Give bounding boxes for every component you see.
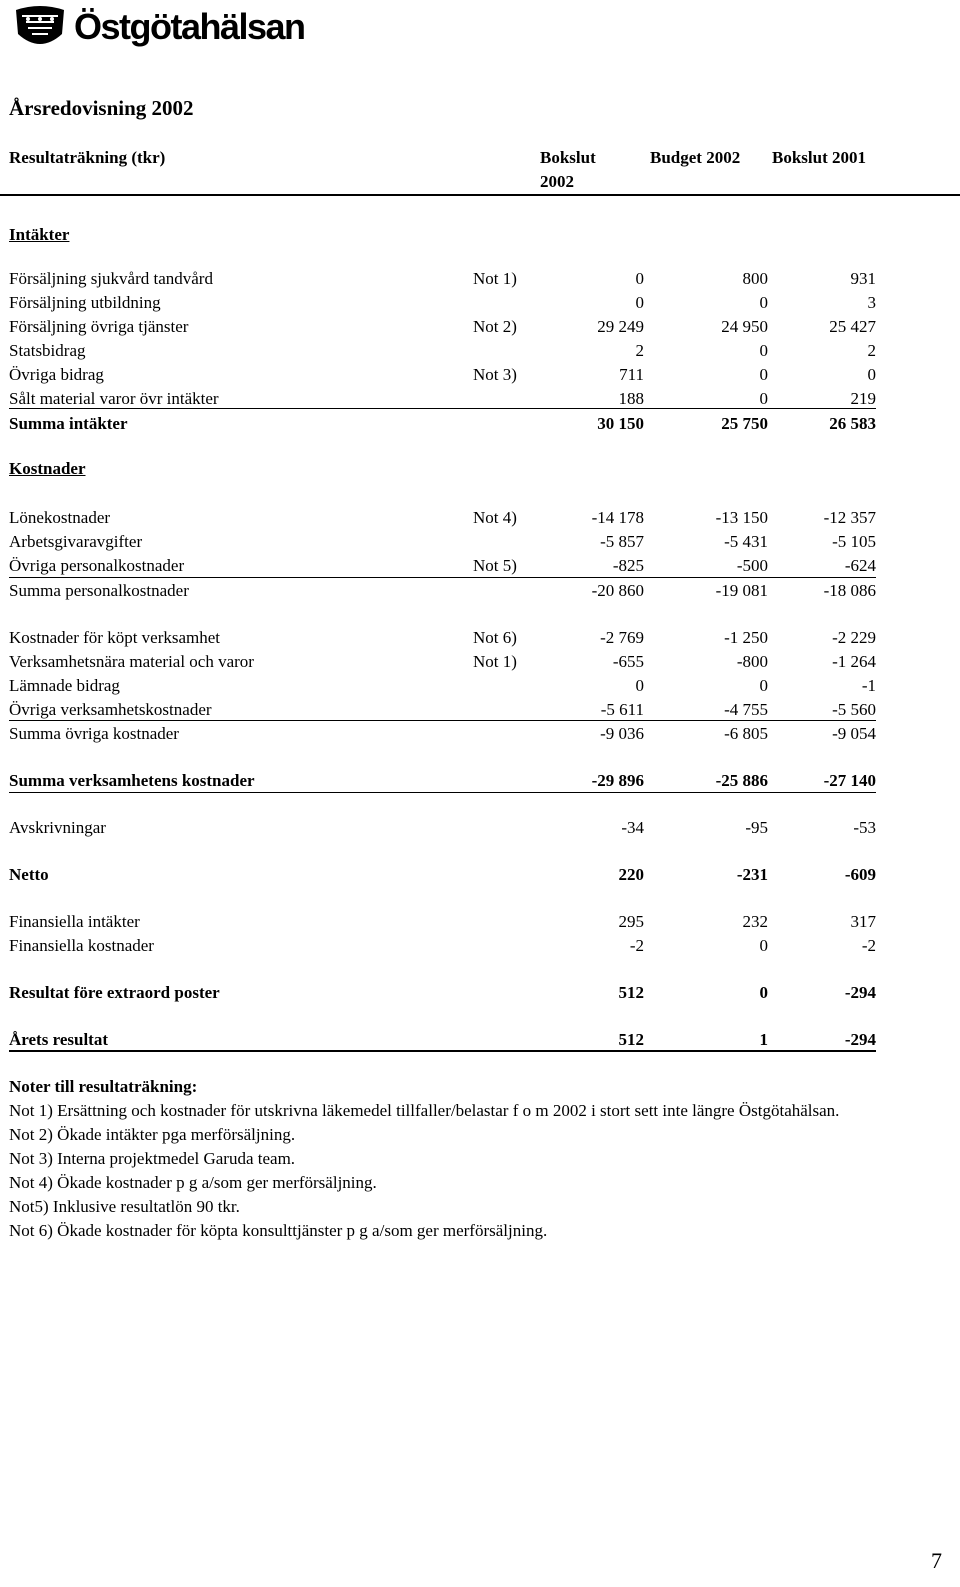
result-divider [9, 1050, 876, 1052]
row-label: Lämnade bidrag [9, 676, 120, 695]
row-value-2002: 220 [618, 865, 644, 884]
row-label: Avskrivningar [9, 818, 106, 837]
row-value-2002: 512 [618, 1030, 644, 1049]
row-label: Försäljning sjukvård tandvård [9, 269, 213, 288]
notes-heading: Noter till resultaträkning: [9, 1077, 198, 1096]
row-value-budget: -13 150 [715, 508, 768, 527]
row-value-2002: -5 857 [600, 532, 644, 551]
row-value-budget: -800 [736, 652, 768, 671]
row-value-budget: -500 [736, 556, 768, 575]
notes-section [9, 1075, 889, 1243]
col1-header: Bokslut [540, 148, 596, 167]
row-value-2001: 26 583 [829, 414, 876, 433]
row-label: Arbetsgivaravgifter [9, 532, 143, 551]
row-value-budget: -6 805 [724, 724, 768, 743]
table-row [0, 291, 960, 315]
row-value-2002: -14 178 [591, 508, 644, 527]
note-item: Not 6) Ökade kostnader för köpta konsulttjänster p g a/som ger merförsäljning. [9, 1221, 548, 1240]
depreciation-row [0, 816, 960, 840]
row-value-2001: -18 086 [823, 581, 876, 600]
table-row [0, 554, 960, 578]
row-value-2002: -2 [629, 936, 644, 955]
col1-header-year: 2002 [540, 172, 574, 191]
row-value-budget: -19 081 [715, 581, 768, 600]
row-value-2001: -5 105 [832, 532, 876, 551]
row-label: Övriga bidrag [9, 365, 104, 384]
row-value-budget: 0 [759, 983, 768, 1002]
row-value-2002: 2 [635, 341, 644, 360]
row-value-budget: -231 [736, 865, 768, 884]
row-note: Not 5) [473, 556, 517, 575]
row-value-2001: 3 [867, 293, 876, 312]
table-row [0, 339, 960, 363]
income-total-row [0, 412, 960, 436]
row-label: Verksamhetsnära material och varor [9, 652, 254, 671]
other-total-row [0, 722, 960, 746]
row-label: Övriga personalkostnader [9, 556, 185, 575]
pre-extra-row [0, 981, 960, 1005]
row-value-2002: -825 [612, 556, 644, 575]
row-value-budget: 24 950 [721, 317, 768, 336]
row-value-budget: 800 [742, 269, 768, 288]
row-value-2002: 295 [618, 912, 644, 931]
subtotal-divider [9, 408, 876, 409]
note-item: Not5) Inklusive resultatlön 90 tkr. [9, 1197, 240, 1216]
row-value-2001: -9 054 [832, 724, 876, 743]
row-value-2001: -2 229 [832, 628, 876, 647]
brand-name: Östgötahälsan [74, 6, 305, 47]
row-label: Summa personalkostnader [9, 581, 189, 600]
row-label: Finansiella kostnader [9, 936, 154, 955]
row-value-budget: 0 [759, 389, 768, 408]
personnel-total-row [0, 579, 960, 603]
row-note: Not 1) [473, 269, 517, 288]
row-note: Not 6) [473, 628, 517, 647]
row-value-2001: 25 427 [829, 317, 876, 336]
fin-income-row [0, 910, 960, 934]
row-value-2001: -12 357 [823, 508, 876, 527]
table-row [0, 650, 960, 674]
ostergotland-crest-icon [12, 4, 68, 50]
table-row [0, 698, 960, 722]
row-value-2002: 29 249 [597, 317, 644, 336]
row-value-2002: 711 [619, 365, 644, 384]
row-label: Sålt material varor övr intäkter [9, 389, 219, 408]
row-value-2002: -29 896 [591, 771, 644, 790]
ops-total-row [0, 769, 960, 793]
row-value-budget: -25 886 [715, 771, 768, 790]
row-label: Netto [9, 865, 49, 884]
row-value-2001: -624 [844, 556, 876, 575]
subtotal-divider [9, 577, 876, 578]
row-value-2002: -34 [621, 818, 644, 837]
row-value-2002: -2 769 [600, 628, 644, 647]
row-value-budget: -4 755 [724, 700, 768, 719]
row-label: Försäljning övriga tjänster [9, 317, 189, 336]
page-number: 7 [931, 1548, 942, 1573]
row-value-budget: 232 [742, 912, 768, 931]
row-label: Resultat före extraord poster [9, 983, 220, 1002]
row-label: Årets resultat [9, 1030, 108, 1049]
section-income: Intäkter [9, 225, 70, 244]
row-value-2001: -1 264 [832, 652, 876, 671]
table-row [0, 315, 960, 339]
note-item: Not 2) Ökade intäkter pga merförsäljning. [9, 1125, 296, 1144]
row-value-2001: 931 [850, 269, 876, 288]
table-row [0, 530, 960, 554]
row-label: Kostnader för köpt verksamhet [9, 628, 221, 647]
row-note: Not 2) [473, 317, 517, 336]
row-note: Not 1) [473, 652, 517, 671]
note-item: Not 1) Ersättning och kostnader för utskrivna läkemedel tillfaller/belastar f o m 2002 i stort sett inte längre Östgötahälsan. [9, 1101, 840, 1120]
row-value-2001: -1 [861, 676, 876, 695]
subtotal-divider [9, 720, 876, 721]
row-note: Not 4) [473, 508, 517, 527]
brand-logo [12, 4, 305, 50]
row-value-budget: -95 [745, 818, 768, 837]
row-value-2001: -609 [844, 865, 876, 884]
row-value-2002: -5 611 [600, 700, 644, 719]
row-value-2002: -20 860 [591, 581, 644, 600]
row-value-2002: -9 036 [600, 724, 644, 743]
section-costs: Kostnader [9, 459, 86, 478]
row-value-budget: 0 [759, 293, 768, 312]
row-value-budget: 0 [759, 936, 768, 955]
row-value-budget: 0 [759, 365, 768, 384]
col2-header: Budget 2002 [650, 148, 741, 167]
row-value-2001: 2 [867, 341, 876, 360]
row-value-budget: 1 [759, 1030, 768, 1049]
table-row [0, 267, 960, 291]
col3-header: Bokslut 2001 [772, 148, 866, 167]
row-value-2001: 0 [867, 365, 876, 384]
note-item: Not 3) Interna projektmedel Garuda team. [9, 1149, 296, 1168]
header-divider [0, 194, 960, 196]
subtotal-divider [9, 792, 876, 793]
row-value-2002: 0 [635, 269, 644, 288]
table-row [0, 674, 960, 698]
row-value-2002: 0 [635, 676, 644, 695]
row-label: Summa verksamhetens kostnader [9, 771, 255, 790]
row-value-budget: 0 [759, 676, 768, 695]
table-row [0, 506, 960, 530]
result-row [0, 1028, 960, 1052]
row-value-2002: -655 [612, 652, 644, 671]
row-label: Övriga verksamhetskostnader [9, 700, 212, 719]
row-value-budget: -5 431 [724, 532, 768, 551]
row-label: Lönekostnader [9, 508, 111, 527]
row-value-2001: -5 560 [832, 700, 876, 719]
row-value-2001: -53 [853, 818, 876, 837]
row-label: Finansiella intäkter [9, 912, 140, 931]
row-label: Summa intäkter [9, 414, 128, 433]
row-label: Statsbidrag [9, 341, 86, 360]
row-value-2002: 30 150 [597, 414, 644, 433]
fin-costs-row [0, 934, 960, 958]
note-item: Not 4) Ökade kostnader p g a/som ger merförsäljning. [9, 1173, 377, 1192]
row-value-budget: 25 750 [721, 414, 768, 433]
table-row [0, 363, 960, 387]
row-label: Försäljning utbildning [9, 293, 161, 312]
row-label: Summa övriga kostnader [9, 724, 179, 743]
document-title: Årsredovisning 2002 [9, 96, 194, 120]
row-value-2001: -294 [844, 983, 876, 1002]
row-value-2002: 512 [618, 983, 644, 1002]
statement-label: Resultaträkning (tkr) [9, 148, 166, 167]
table-row [0, 626, 960, 650]
row-value-2001: -2 [861, 936, 876, 955]
row-value-2001: -294 [844, 1030, 876, 1049]
row-note: Not 3) [473, 365, 517, 384]
row-value-2002: 188 [618, 389, 644, 408]
row-value-budget: -1 250 [724, 628, 768, 647]
row-value-budget: 0 [759, 341, 768, 360]
net-row [0, 863, 960, 887]
row-value-2001: 219 [850, 389, 876, 408]
row-value-2001: 317 [850, 912, 876, 931]
row-value-2001: -27 140 [823, 771, 876, 790]
row-value-2002: 0 [635, 293, 644, 312]
